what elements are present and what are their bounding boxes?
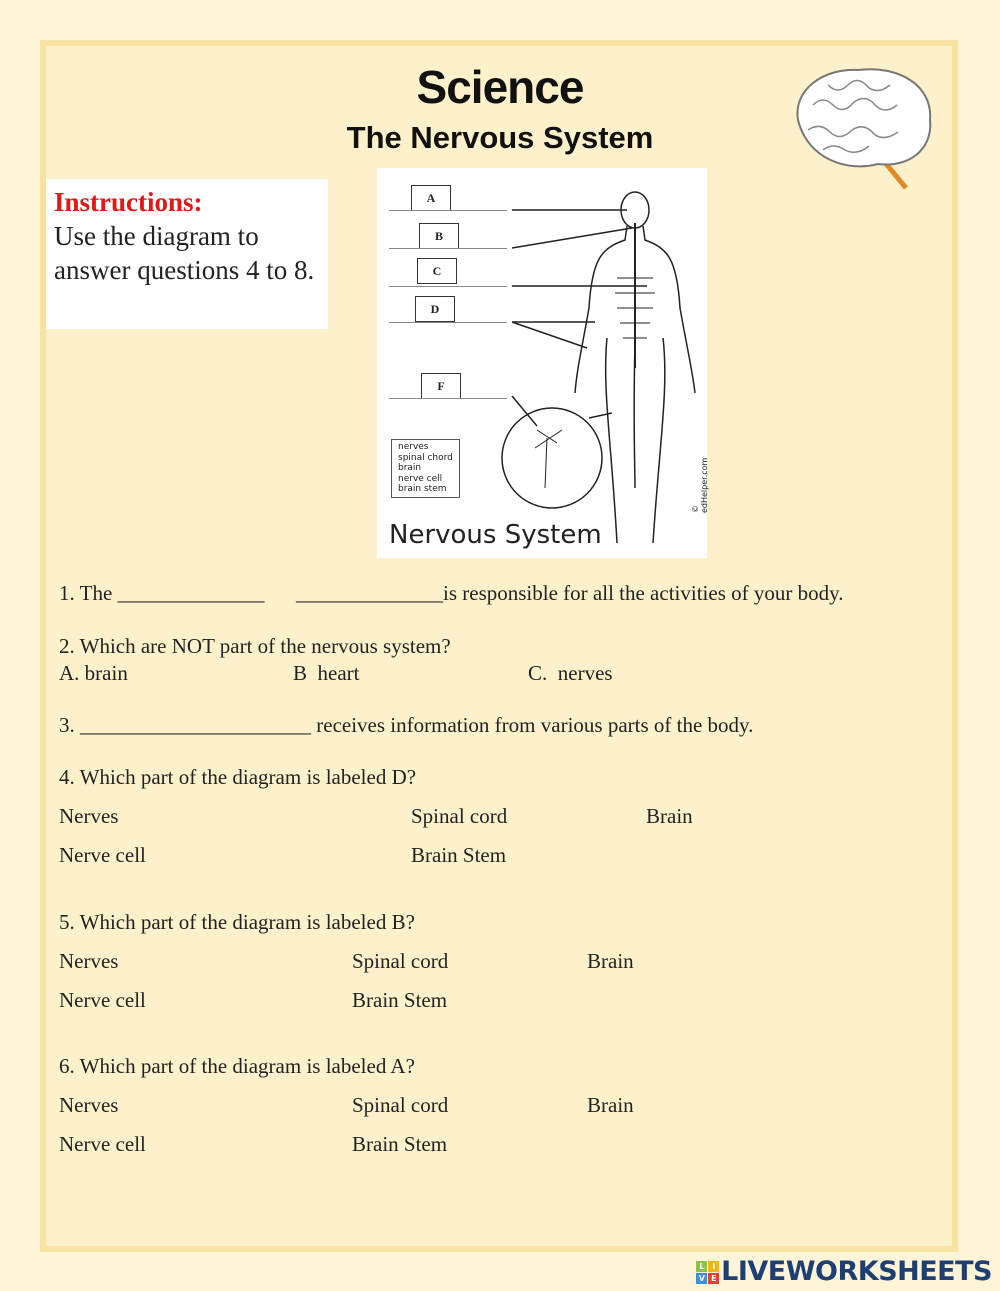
q5-option[interactable]: Brain [587, 949, 634, 973]
label-f: F [421, 373, 461, 399]
brain-icon [788, 60, 938, 195]
legend-item: nerves [398, 442, 429, 452]
q5-option[interactable]: Nerve cell [59, 988, 146, 1012]
page-subtitle: The Nervous System [346, 120, 654, 155]
live-letter: L [696, 1261, 707, 1272]
live-icon [696, 1261, 719, 1284]
question-6: 6. Which part of the diagram is labeled A? [59, 1054, 415, 1078]
live-letter: E [708, 1273, 719, 1284]
q5-option[interactable]: Brain Stem [352, 988, 448, 1012]
legend-item: nerve cell [398, 473, 443, 484]
question-5: 5. Which part of the diagram is labeled B? [59, 910, 415, 934]
legend-item: spinal chord [398, 452, 453, 463]
q6-option[interactable]: Brain [587, 1093, 634, 1117]
q5-option[interactable]: Spinal cord [352, 949, 449, 973]
label-c: C [417, 258, 457, 284]
q2-option-a[interactable]: A. brain [59, 661, 128, 685]
legend-item: brain stem [398, 484, 447, 494]
q6-option[interactable]: Brain Stem [352, 1132, 448, 1156]
question-1: 1. The ______________ ______________is responsible for all the activities of your body. [59, 581, 844, 605]
word-bank [391, 439, 460, 498]
live-letter: I [708, 1261, 719, 1272]
page-title: Science [416, 61, 584, 113]
q5-option[interactable]: Nerves [59, 949, 119, 973]
liveworksheets-logo [696, 1256, 992, 1287]
label-d: D [415, 296, 455, 322]
label-a: A [411, 185, 451, 211]
q6-option[interactable]: Nerves [59, 1093, 119, 1117]
diagram-title: Nervous System [389, 520, 602, 550]
q4-option[interactable]: Nerves [59, 804, 119, 828]
q6-option[interactable]: Spinal cord [352, 1093, 449, 1117]
q2-option-b[interactable]: B heart [293, 661, 360, 685]
nervous-system-diagram [377, 168, 707, 558]
instructions-heading: Instructions: [54, 187, 203, 217]
q2-option-c[interactable]: C. nerves [528, 661, 613, 685]
instructions-box [46, 179, 328, 329]
logo-text: LIVEWORKSHEETS [721, 1256, 992, 1287]
q4-option[interactable]: Nerve cell [59, 843, 146, 867]
live-letter: V [696, 1273, 707, 1284]
question-4: 4. Which part of the diagram is labeled D? [59, 765, 417, 789]
question-3: 3. ______________________ receives information from various parts of the body. [59, 713, 754, 737]
question-2: 2. Which are NOT part of the nervous system? [59, 634, 451, 658]
q6-option[interactable]: Nerve cell [59, 1132, 146, 1156]
human-body-illustration [377, 168, 707, 558]
q4-option[interactable]: Brain [646, 804, 693, 828]
q4-option[interactable]: Spinal cord [411, 804, 508, 828]
legend-item: brain [398, 463, 422, 473]
q4-option[interactable]: Brain Stem [411, 843, 507, 867]
instructions-text: Use the diagram to answer questions 4 to 8. [54, 221, 315, 285]
label-b: B [419, 223, 459, 249]
diagram-credit: © edHelper.com [691, 457, 709, 513]
